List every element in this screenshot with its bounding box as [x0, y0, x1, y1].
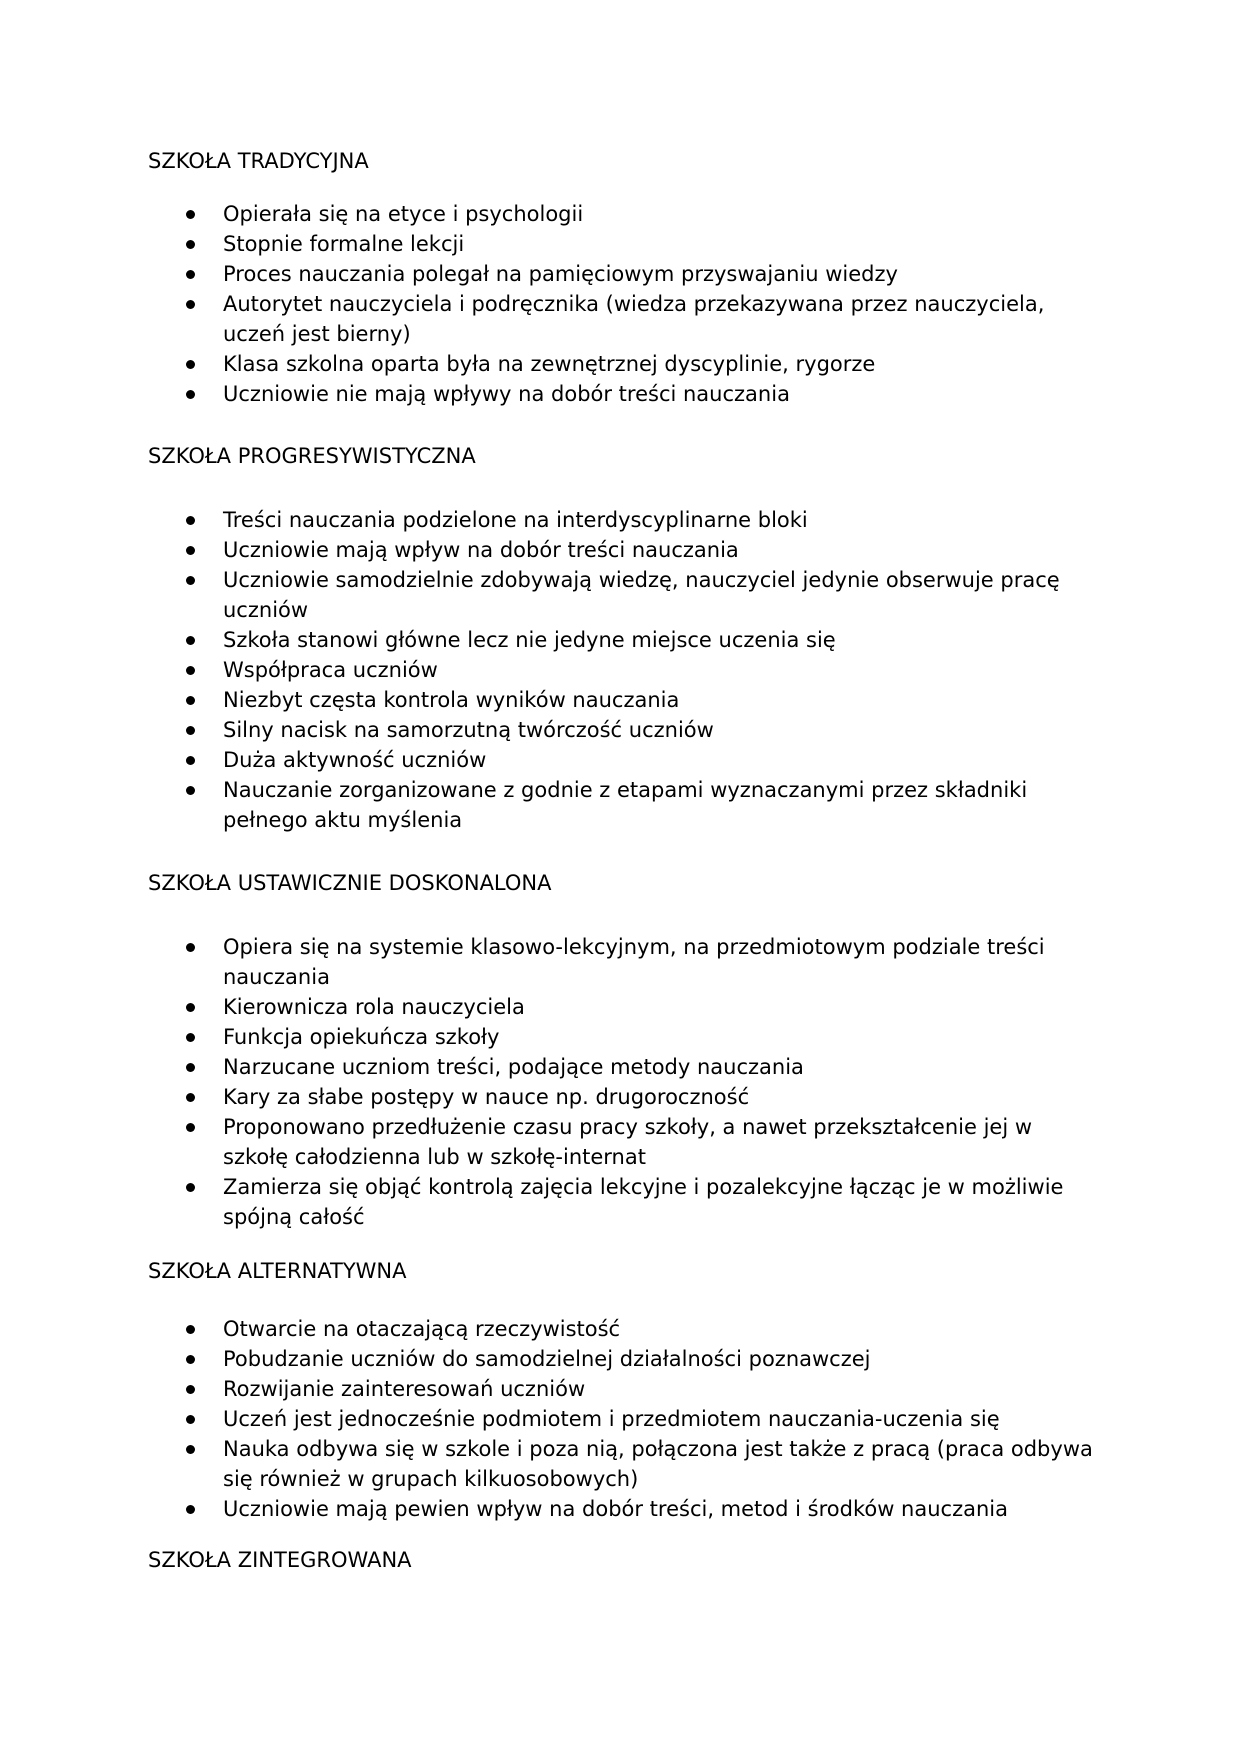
bullet-icon — [186, 1355, 195, 1364]
list-item-text: Rozwijanie zainteresowań uczniów — [223, 1377, 586, 1401]
list-item-text: Pobudzanie uczniów do samodzielnej działalności poznawczej — [223, 1347, 871, 1371]
list-item — [0, 745, 1093, 775]
section-heading: SZKOŁA TRADYCYJNA — [148, 149, 369, 173]
list-item-text: Uczniowie mają wpływ na dobór treści nauczania — [223, 538, 739, 562]
list-item — [0, 349, 1093, 379]
bullet-icon — [186, 943, 195, 952]
bullet-list — [0, 1314, 1240, 1524]
list-item — [0, 1172, 1093, 1232]
bullet-icon — [186, 390, 195, 399]
list-item — [0, 655, 1093, 685]
list-item-text: Treści nauczania podzielone na interdyscyplinarne bloki — [223, 508, 808, 532]
list-item-text: Uczniowie samodzielnie zdobywają wiedzę, nauczyciel jedynie obserwuje pracę uczniów — [223, 568, 1060, 622]
list-item — [0, 1404, 1093, 1434]
list-item-text: Współpraca uczniów — [223, 658, 438, 682]
list-item — [0, 775, 1093, 835]
list-item-text: Proces nauczania polegał na pamięciowym przyswajaniu wiedzy — [223, 262, 898, 286]
bullet-icon — [186, 1325, 195, 1334]
list-item — [0, 625, 1093, 655]
list-item-text: Niezbyt częsta kontrola wyników nauczania — [223, 688, 680, 712]
list-item-text: Uczniowie mają pewien wpływ na dobór treści, metod i środków nauczania — [223, 1497, 1008, 1521]
list-item — [0, 259, 1093, 289]
list-item-text: Silny nacisk na samorzutną twórczość uczniów — [223, 718, 714, 742]
list-item-text: Duża aktywność uczniów — [223, 748, 487, 772]
section-heading: SZKOŁA ZINTEGROWANA — [148, 1548, 412, 1572]
list-item-text: Funkcja opiekuńcza szkoły — [223, 1025, 500, 1049]
bullet-list — [0, 932, 1240, 1232]
list-item — [0, 1344, 1093, 1374]
bullet-icon — [186, 1445, 195, 1454]
bullet-icon — [186, 210, 195, 219]
list-item-text: Szkoła stanowi główne lecz nie jedyne miejsce uczenia się — [223, 628, 836, 652]
list-item — [0, 229, 1093, 259]
list-item — [0, 1494, 1093, 1524]
bullet-icon — [186, 1385, 195, 1394]
list-item — [0, 1314, 1093, 1344]
bullet-icon — [186, 696, 195, 705]
list-item-text: Kierownicza rola nauczyciela — [223, 995, 525, 1019]
bullet-icon — [186, 1183, 195, 1192]
bullet-list — [0, 199, 1240, 409]
list-item-text: Nauczanie zorganizowane z godnie z etapami wyznaczanymi przez składniki pełnego aktu myślenia — [223, 778, 1028, 832]
list-item — [0, 565, 1093, 625]
list-item-text: Narzucane uczniom treści, podające metody nauczania — [223, 1055, 804, 1079]
list-item — [0, 289, 1093, 349]
list-item-text: Klasa szkolna oparta była na zewnętrznej dyscyplinie, rygorze — [223, 352, 876, 376]
list-item — [0, 199, 1093, 229]
list-item — [0, 685, 1093, 715]
list-item — [0, 1082, 1093, 1112]
bullet-icon — [186, 1415, 195, 1424]
list-item-text: Uczeń jest jednocześnie podmiotem i przedmiotem nauczania-uczenia się — [223, 1407, 1000, 1431]
list-item — [0, 1374, 1093, 1404]
bullet-icon — [186, 1093, 195, 1102]
bullet-icon — [186, 636, 195, 645]
list-item — [0, 1052, 1093, 1082]
list-item-text: Zamierza się objąć kontrolą zajęcia lekcyjne i pozalekcyjne łącząc je w możliwie spójną całość — [223, 1175, 1064, 1229]
list-item-text: Nauka odbywa się w szkole i poza nią, połączona jest także z pracą (praca odbywa się również w grupach kilkuosobowych) — [223, 1437, 1093, 1491]
bullet-icon — [186, 300, 195, 309]
list-item-text: Uczniowie nie mają wpływy na dobór treści nauczania — [223, 382, 790, 406]
list-item — [0, 535, 1093, 565]
bullet-icon — [186, 360, 195, 369]
list-item — [0, 992, 1093, 1022]
list-item — [0, 1434, 1093, 1494]
section-heading: SZKOŁA ALTERNATYWNA — [148, 1259, 407, 1283]
list-item-text: Stopnie formalne lekcji — [223, 232, 465, 256]
list-item-text: Proponowano przedłużenie czasu pracy szkoły, a nawet przekształcenie jej w szkołę całodzienna lub w szkołę-internat — [223, 1115, 1033, 1169]
bullet-icon — [186, 1033, 195, 1042]
list-item — [0, 1022, 1093, 1052]
bullet-icon — [186, 726, 195, 735]
list-item-text: Opierała się na etyce i psychologii — [223, 202, 584, 226]
bullet-icon — [186, 576, 195, 585]
list-item — [0, 932, 1093, 992]
list-item-text: Otwarcie na otaczającą rzeczywistość — [223, 1317, 621, 1341]
section-heading: SZKOŁA PROGRESYWISTYCZNA — [148, 444, 476, 468]
bullet-icon — [186, 1123, 195, 1132]
bullet-icon — [186, 270, 195, 279]
list-item — [0, 505, 1093, 535]
bullet-icon — [186, 1505, 195, 1514]
list-item-text: Autorytet nauczyciela i podręcznika (wiedza przekazywana przez nauczyciela, uczeń jest bierny) — [223, 292, 1045, 346]
list-item — [0, 715, 1093, 745]
bullet-icon — [186, 756, 195, 765]
list-item — [0, 1112, 1093, 1172]
list-item-text: Opiera się na systemie klasowo-lekcyjnym, na przedmiotowym podziale treści nauczania — [223, 935, 1045, 989]
bullet-icon — [186, 786, 195, 795]
bullet-icon — [186, 516, 195, 525]
list-item-text: Kary za słabe postępy w nauce np. drugoroczność — [223, 1085, 750, 1109]
bullet-icon — [186, 666, 195, 675]
bullet-icon — [186, 546, 195, 555]
bullet-icon — [186, 1003, 195, 1012]
bullet-list — [0, 505, 1240, 835]
bullet-icon — [186, 1063, 195, 1072]
list-item — [0, 379, 1093, 409]
section-heading: SZKOŁA USTAWICZNIE DOSKONALONA — [148, 871, 552, 895]
bullet-icon — [186, 240, 195, 249]
